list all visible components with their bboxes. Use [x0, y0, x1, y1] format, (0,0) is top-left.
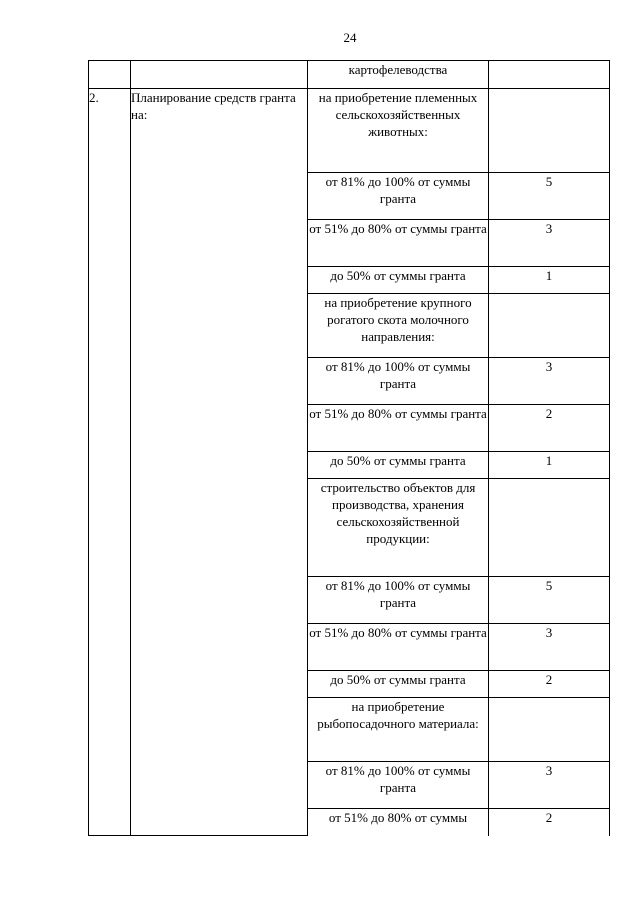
description-cell: от 81% до 100% от суммы гранта — [308, 762, 489, 809]
score-cell: 5 — [489, 173, 610, 220]
score-cell: 1 — [489, 452, 610, 479]
description-cell: от 51% до 80% от суммы гранта — [308, 405, 489, 452]
score-cell: 5 — [489, 577, 610, 624]
description-cell: до 50% от суммы гранта — [308, 452, 489, 479]
description-cell: от 81% до 100% от суммы гранта — [308, 577, 489, 624]
score-cell — [489, 61, 610, 89]
criterion-cell — [131, 61, 308, 89]
description-cell: от 51% до 80% от суммы — [308, 809, 489, 836]
description-cell: до 50% от суммы гранта — [308, 267, 489, 294]
page-number: 24 — [343, 30, 357, 45]
table-row — [89, 89, 610, 173]
description-cell: от 51% до 80% от суммы гранта — [308, 624, 489, 671]
score-cell: 1 — [489, 267, 610, 294]
score-cell — [489, 479, 610, 577]
description-cell: от 81% до 100% от суммы гранта — [308, 358, 489, 405]
score-cell: 3 — [489, 624, 610, 671]
description-cell: строительство объектов для производства, хранения сельскохозяйственной продукции: — [308, 479, 489, 577]
score-cell: 3 — [489, 358, 610, 405]
score-cell: 2 — [489, 809, 610, 836]
description-cell: на приобретение крупного рогатого скота молочного направления: — [308, 294, 489, 358]
description-cell: от 51% до 80% от суммы гранта — [308, 220, 489, 267]
row-number-cell — [89, 61, 131, 89]
criteria-table — [88, 60, 610, 836]
description-cell: на приобретение племенных сельскохозяйственных животных: — [308, 89, 489, 173]
description-cell: на приобретение рыбопосадочного материала: — [308, 698, 489, 762]
score-cell: 3 — [489, 762, 610, 809]
table-row — [89, 61, 610, 89]
score-cell — [489, 89, 610, 173]
criteria-table-body — [89, 61, 610, 836]
score-cell: 2 — [489, 671, 610, 698]
score-cell — [489, 698, 610, 762]
score-cell — [489, 294, 610, 358]
score-cell: 2 — [489, 405, 610, 452]
description-cell: до 50% от суммы гранта — [308, 671, 489, 698]
score-cell: 3 — [489, 220, 610, 267]
row-number-cell: 2. — [89, 89, 131, 836]
criterion-cell: Планирование средств гранта на: — [131, 89, 308, 836]
description-cell: от 81% до 100% от суммы гранта — [308, 173, 489, 220]
description-cell: картофелеводства — [308, 61, 489, 89]
